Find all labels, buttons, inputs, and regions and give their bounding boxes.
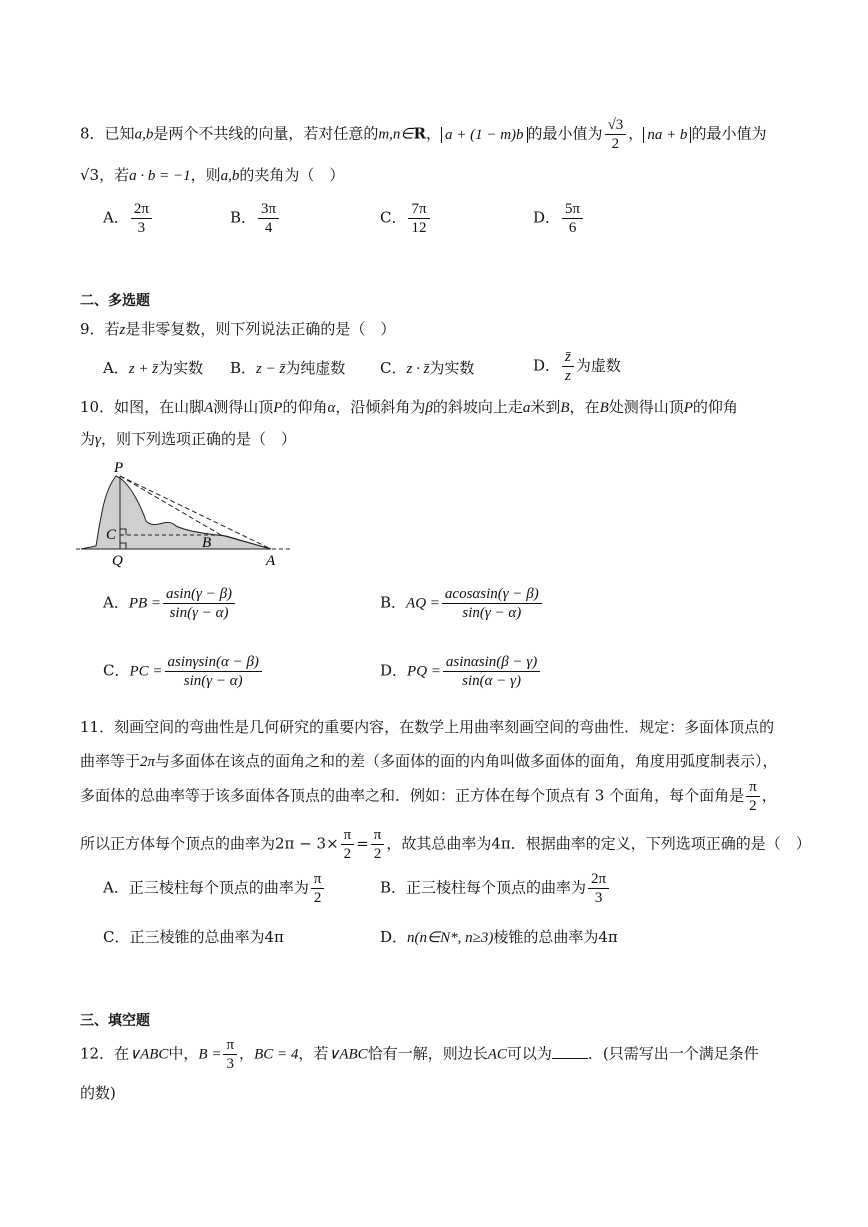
q10-option-b[interactable]: B．AQ = $\frac{acos\alpha\sin(\gamma - \beta)}{\sin(\gamma - \alpha)}$	[380, 585, 544, 622]
label-B: B	[202, 535, 212, 551]
q8-option-b[interactable]: B． $\frac{3\pi}{4}$	[230, 200, 281, 237]
frac-min1: $\frac{√3}{2}$	[605, 116, 627, 153]
q8-option-d[interactable]: D． $\frac{5\pi}{6}$	[533, 200, 585, 237]
q9-option-b[interactable]: B．z − z̄为纯虚数	[230, 359, 346, 377]
q12-line2: 的数)	[80, 1084, 116, 1102]
q10-option-a[interactable]: A．PB = $\frac{asin(\gamma - \beta)}{\sin(\gamma - \alpha)}$	[103, 585, 237, 622]
q10-line2: 为γ，则下列选项正确的是（ ）	[80, 430, 296, 448]
q8-line2: √3，若a · b = −1，则a,b的夹角为（ ）	[80, 166, 345, 184]
label-A: A	[266, 553, 276, 568]
abs-expr-1: a + (1 − m)b	[441, 127, 528, 143]
q10-option-c[interactable]: C．PC = $\frac{asin\gamma\sin(\alpha - \beta)}{\sin(\gamma - \alpha)}$	[103, 653, 264, 690]
q11-option-c[interactable]: C．正三棱锥的总曲率为4π	[103, 928, 284, 946]
q12-line1: 12．在∨ABC中，B = $\frac{\pi}{3}$ ，BC = 4，若∨ABC恰有一解，则边长AC可以为 ．(只需写出一个满足条件	[80, 1037, 759, 1072]
q9-option-c[interactable]: C．z · z̄为实数	[380, 359, 475, 377]
label-C: C	[106, 527, 117, 543]
q10-option-d[interactable]: D．PQ = $\frac{asin\alpha\sin(\beta - \gamma)}{\sin(\alpha - \gamma)}$	[380, 653, 542, 690]
q11-option-a[interactable]: A．正三棱柱每个顶点的曲率为 $\frac{\pi}{2}$	[103, 870, 326, 907]
q11-line2: 曲率等于2π与多面体在该点的面角之和的差（多面体的面的内角叫做多面体的面角，角度用弧度制表示），	[80, 752, 778, 770]
answer-blank[interactable]	[552, 1058, 588, 1059]
q8-line1: 8．已知a,b是两个不共线的向量，若对任意的m,n∈R， a + (1 − m)b 的最小值为 $\frac{√3}{2}$ ， na + b 的最小值为	[80, 117, 767, 152]
abs-expr-2: na + b	[643, 127, 691, 143]
q8-option-a[interactable]: A． $\frac{2\pi}{3}$	[103, 200, 154, 237]
section-title-fill-blank: 三、填空题	[80, 1013, 150, 1029]
q10-line1: 10．如图，在山脚A测得山顶P的仰角α，沿倾斜角为β的斜坡向上走a米到B，在B处测得山顶P的仰角	[80, 398, 738, 416]
q11-line4: 所以正方体每个顶点的曲率为2π − 3× $\frac{\pi}{2}$ = $\frac{\pi}{2}$ ，故其总曲率为4π．根据曲率的定义，下列选项正确的是（ ）	[80, 827, 811, 862]
label-Q: Q	[112, 553, 123, 568]
mountain-figure	[76, 456, 296, 568]
q11-line1: 11．刻画空间的弯曲性是几何研究的重要内容，在数学上用曲率刻画空间的弯曲性．规定：多面体顶点的	[80, 718, 775, 736]
q8-option-c[interactable]: C． $\frac{7\pi}{12}$	[380, 200, 432, 237]
q11-option-b[interactable]: B．正三棱柱每个顶点的曲率为 $\frac{2\pi}{3}$	[380, 870, 611, 907]
section-title-multiple-choice: 二、多选题	[80, 293, 150, 309]
q11-option-d[interactable]: D．n(n∈N*, n≥3)棱锥的总曲率为4π	[380, 928, 618, 946]
q9-stem: 9．若z是非零复数，则下列说法正确的是（ ）	[80, 320, 396, 338]
label-P: P	[114, 460, 124, 476]
q9-option-d[interactable]: D． $\frac{z̄}{z}$ 为虚数	[533, 349, 621, 384]
q9-option-a[interactable]: A．z + z̄为实数	[103, 359, 204, 377]
q11-line3: 多面体的总曲率等于该多面体各顶点的曲率之和．例如：正方体在每个顶点有 3 个面角，每个面角是 $\frac{\pi}{2}$ ，	[80, 779, 777, 814]
